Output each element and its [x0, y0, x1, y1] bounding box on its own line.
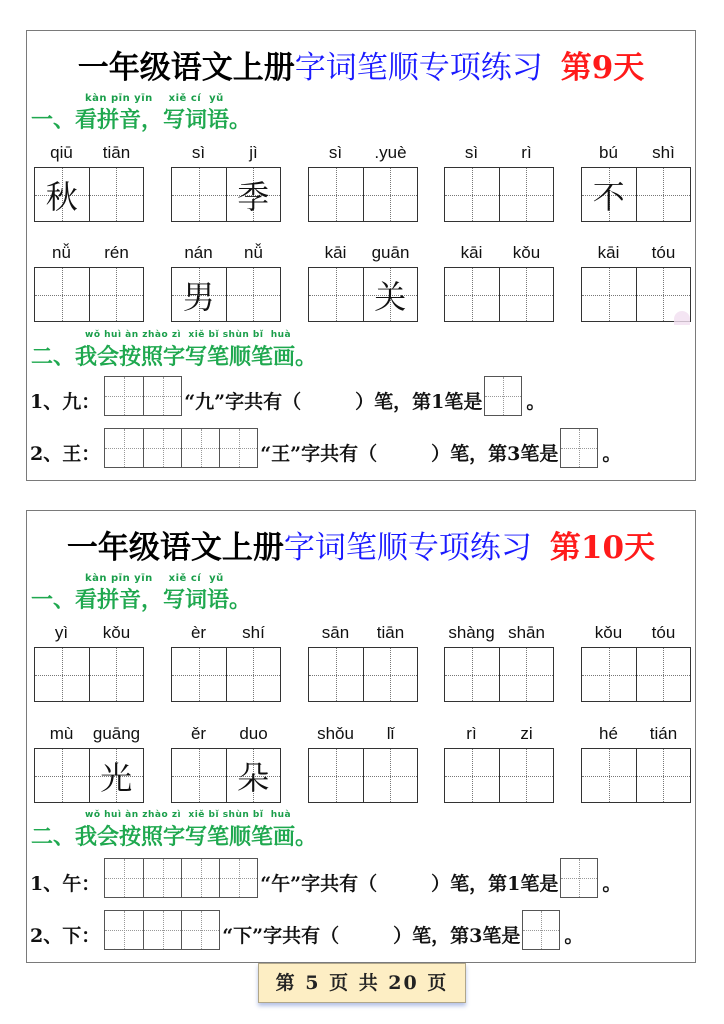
question-label: 1、九：	[30, 391, 101, 413]
section2-title: 二、我会按照字写笔顺笔画。	[31, 344, 318, 370]
worksheet-day-9	[26, 30, 696, 481]
pinyin: kāi	[597, 243, 620, 262]
section1-pinyin: kàn pīn yīn xiě cí yǔ	[85, 93, 224, 104]
page-indicator: 第 5 页 共 20 页	[258, 963, 466, 1003]
writing-grid[interactable]	[308, 748, 418, 803]
given-char: 不	[592, 178, 625, 216]
pinyin: shān	[508, 623, 545, 642]
writing-grid[interactable]	[444, 167, 554, 222]
period: 。	[602, 443, 622, 465]
title-grade: 一年级语文上册	[77, 50, 295, 86]
given-char: 光	[100, 759, 133, 797]
section1-pinyin: kàn pīn yīn xiě cí yǔ	[85, 573, 224, 584]
answer-box[interactable]	[560, 858, 598, 898]
stamp-mark	[674, 311, 690, 325]
pinyin: nán	[184, 243, 213, 262]
writing-grid[interactable]	[34, 167, 144, 222]
question-label: 1、午：	[30, 873, 101, 895]
pinyin: guāng	[92, 724, 141, 743]
pinyin: rén	[104, 243, 129, 262]
pinyin: tiān	[102, 143, 131, 162]
pinyin: yì	[54, 623, 69, 642]
stroke-question-1	[30, 376, 545, 416]
pinyin: tiān	[376, 623, 405, 642]
pinyin: nǚ	[52, 243, 71, 262]
period: 。	[526, 391, 546, 413]
pinyin: kǒu	[594, 623, 623, 642]
question-text: ）笔，第1笔是	[431, 873, 559, 895]
given-char: 男	[182, 278, 215, 316]
pinyin: kǒu	[512, 243, 541, 262]
question-text: “九”字共有（	[184, 391, 302, 413]
pinyin: bú	[599, 143, 618, 162]
pinyin: tóu	[651, 243, 676, 262]
writing-grid[interactable]	[171, 267, 281, 322]
worksheet-title	[27, 522, 695, 567]
writing-grid[interactable]	[34, 748, 144, 803]
pinyin: rì	[466, 724, 477, 743]
writing-grid[interactable]	[171, 647, 281, 702]
pinyin: zi	[520, 724, 533, 743]
writing-grid[interactable]	[581, 647, 691, 702]
writing-grid[interactable]	[34, 267, 144, 322]
writing-grid[interactable]	[444, 267, 554, 322]
stroke-order-grid[interactable]	[104, 858, 258, 898]
pinyin: guān	[371, 243, 410, 262]
writing-grid[interactable]	[581, 167, 691, 222]
pinyin: duo	[239, 724, 268, 743]
pinyin: kǒu	[102, 623, 131, 642]
question-text: “午”字共有（	[260, 873, 378, 895]
section1-title: 一、看拼音，写词语。	[31, 107, 252, 133]
title-day: 第9天	[560, 50, 645, 86]
pinyin: tóu	[651, 623, 676, 642]
pinyin: lǐ	[386, 724, 395, 743]
pinyin: jì	[249, 143, 258, 162]
given-char: 秋	[45, 178, 78, 216]
pinyin: qiū	[50, 143, 73, 162]
writing-grid[interactable]	[308, 267, 418, 322]
stroke-order-grid[interactable]	[104, 428, 258, 468]
pinyin: shí	[242, 623, 265, 642]
stroke-question-2	[30, 428, 621, 468]
given-char: 朵	[237, 759, 270, 797]
pinyin: shàng	[448, 623, 495, 642]
writing-grid[interactable]	[308, 647, 418, 702]
question-text: ）笔，第1笔是	[355, 391, 483, 413]
question-text: ）笔，第3笔是	[393, 925, 521, 947]
period: 。	[564, 925, 584, 947]
pinyin: sì	[328, 143, 343, 162]
stroke-question-1	[30, 858, 621, 898]
question-text: “王”字共有（	[260, 443, 378, 465]
pinyin: shǒu	[317, 724, 354, 743]
pinyin: nǚ	[244, 243, 263, 262]
stroke-order-grid[interactable]	[104, 376, 182, 416]
title-topic: 字词笔顺专项练习	[283, 530, 532, 566]
worksheet-day-10	[26, 510, 696, 963]
pinyin: sì	[464, 143, 479, 162]
writing-grid[interactable]	[34, 647, 144, 702]
title-topic: 字词笔顺专项练习	[294, 50, 543, 86]
pinyin: hé	[599, 724, 618, 743]
pinyin: shì	[652, 143, 675, 162]
title-grade: 一年级语文上册	[66, 530, 284, 566]
stroke-question-2	[30, 910, 583, 950]
section2-pinyin: wǒ huì àn zhào zì xiě bǐ shùn bǐ huà	[85, 810, 292, 820]
pinyin: kāi	[460, 243, 483, 262]
worksheet-title	[27, 42, 695, 87]
question-text: “下”字共有（	[222, 925, 340, 947]
writing-grid[interactable]	[444, 748, 554, 803]
writing-grid[interactable]	[171, 167, 281, 222]
question-label: 2、下：	[30, 925, 101, 947]
answer-box[interactable]	[522, 910, 560, 950]
pinyin: tián	[649, 724, 678, 743]
pinyin: .yuè	[374, 143, 407, 162]
period: 。	[602, 873, 622, 895]
pinyin: kāi	[324, 243, 347, 262]
pinyin: rì	[521, 143, 532, 162]
question-label: 2、王：	[30, 443, 101, 465]
given-char: 季	[237, 178, 270, 216]
pinyin: ěr	[190, 724, 207, 743]
section1-title: 一、看拼音，写词语。	[31, 587, 252, 613]
given-char: 关	[374, 278, 407, 316]
pinyin: èr	[190, 623, 207, 642]
writing-grid[interactable]	[581, 748, 691, 803]
writing-grid[interactable]	[308, 167, 418, 222]
pinyin: mù	[49, 724, 74, 743]
title-day: 第10天	[549, 530, 656, 566]
answer-box[interactable]	[484, 376, 522, 416]
pinyin: sān	[321, 623, 350, 642]
writing-grid[interactable]	[444, 647, 554, 702]
section2-pinyin: wǒ huì àn zhào zì xiě bǐ shùn bǐ huà	[85, 330, 292, 340]
stroke-order-grid[interactable]	[104, 910, 220, 950]
section2-title: 二、我会按照字写笔顺笔画。	[31, 824, 318, 850]
pinyin: sì	[191, 143, 206, 162]
answer-box[interactable]	[560, 428, 598, 468]
writing-grid[interactable]	[171, 748, 281, 803]
question-text: ）笔，第3笔是	[431, 443, 559, 465]
